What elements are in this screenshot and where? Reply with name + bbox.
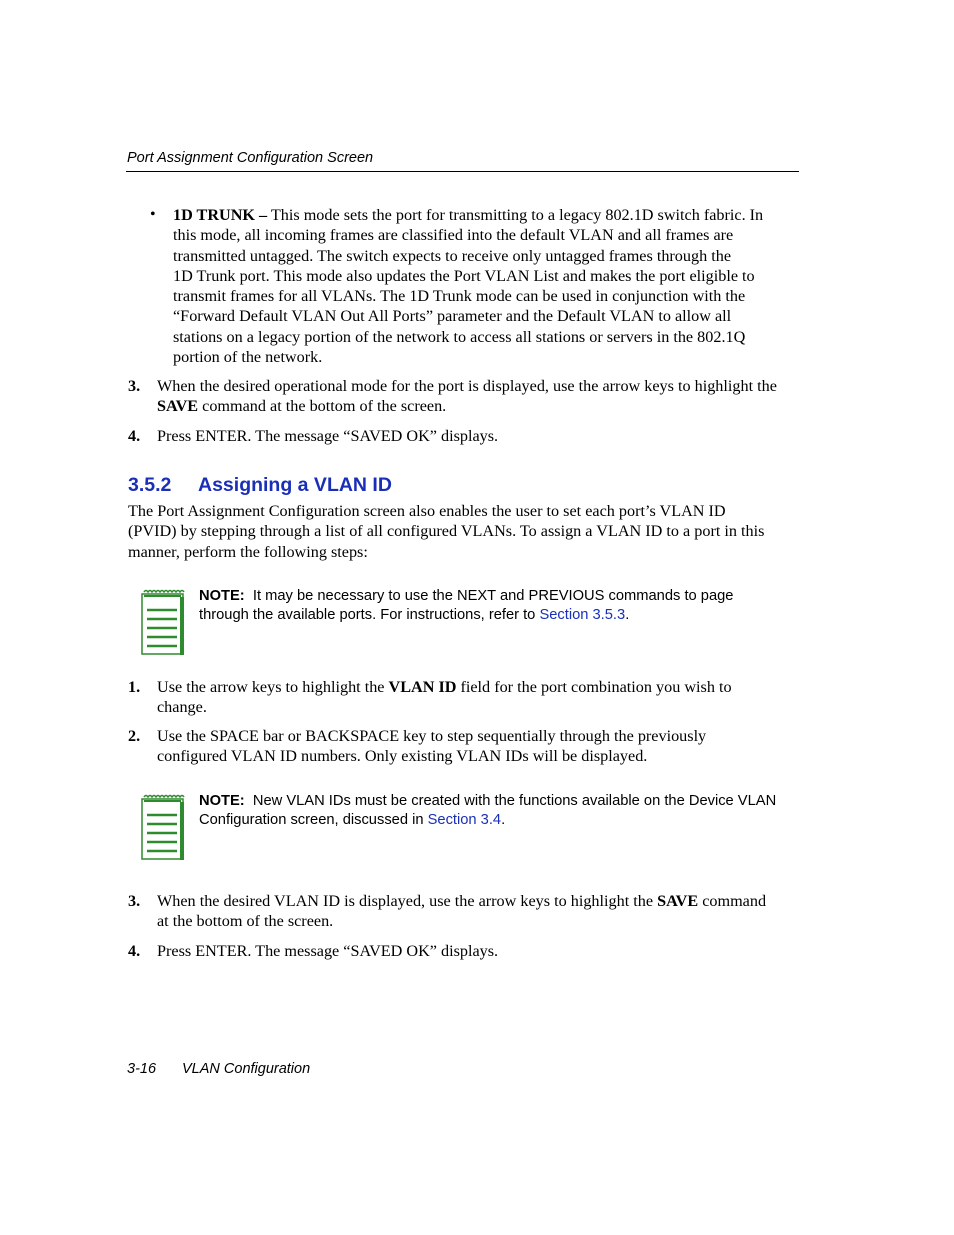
- note-line-end: .: [501, 812, 506, 828]
- section-number: 3.5.2: [128, 474, 172, 496]
- section-heading: [128, 474, 392, 497]
- step-line-rest: field for the port combination you wish to: [456, 678, 732, 696]
- bullet-line: 1D Trunk port. This mode also updates the Port VLAN List and makes the port eligible to: [173, 266, 755, 285]
- bullet-marker: •: [150, 206, 156, 223]
- step-line: Use the SPACE bar or BACKSPACE key to step sequentially through the previously: [157, 727, 707, 745]
- note-line-end: .: [625, 607, 630, 623]
- bullet-lead: 1D TRUNK –: [173, 206, 268, 224]
- step-text: [157, 677, 802, 718]
- step-line-rest: command: [698, 892, 767, 910]
- step-line: [157, 396, 802, 416]
- bullet-line: portion of the network.: [173, 348, 323, 367]
- intro-line: (PVID) by stepping through a list of all configured VLANs. To assign a VLAN ID to a port in this: [128, 522, 765, 541]
- step-number: 3.: [128, 377, 141, 395]
- step-2-step-through: [128, 726, 773, 768]
- bullet-1d-trunk: [173, 205, 801, 367]
- step-number: 1.: [128, 678, 141, 696]
- notepad-icon: [141, 588, 185, 656]
- link-section-3-5-3[interactable]: Section 3.5.3: [539, 607, 626, 623]
- intro-line: manner, perform the following steps:: [128, 542, 368, 561]
- step-number: 3.: [128, 892, 141, 910]
- note-line: New VLAN IDs must be created with the functions available on the Device VLAN: [252, 793, 777, 809]
- step-line: Use the arrow keys to highlight the: [157, 678, 389, 696]
- save-command: SAVE: [157, 397, 199, 416]
- step-1-highlight-vlan-id: [128, 677, 773, 719]
- step-text: Press ENTER. The message “SAVED OK” displays.: [157, 942, 499, 960]
- link-section-3-4[interactable]: Section 3.4: [427, 812, 502, 828]
- bullet-line: this mode, all incoming frames are classified into the default VLAN and all frames are: [173, 226, 734, 245]
- step-line-rest: command at the bottom of the screen.: [198, 397, 447, 416]
- step-number: 4.: [128, 942, 141, 960]
- note-label: NOTE:: [199, 793, 245, 809]
- step-number: 2.: [128, 727, 141, 745]
- bullet-line: stations on a legacy portion of the network to access all stations or servers in the 802.1Q: [173, 327, 746, 346]
- header-rule: [126, 171, 799, 172]
- step-line: change.: [157, 698, 207, 717]
- step-line: at the bottom of the screen.: [157, 912, 334, 931]
- step-number: 4.: [128, 427, 141, 445]
- note-line: through the available ports. For instructions, refer to: [199, 607, 540, 623]
- note-2: [199, 792, 809, 830]
- step-line: When the desired operational mode for the port is displayed, use the arrow keys to highlight the: [157, 377, 777, 395]
- step-text: [157, 726, 802, 767]
- save-command: SAVE: [657, 892, 699, 910]
- step-4-press-enter: [128, 426, 773, 448]
- step-line: When the desired VLAN ID is displayed, use the arrow keys to highlight the: [157, 892, 658, 910]
- page-number: 3-16: [127, 1061, 157, 1077]
- step-3-save-vlan-id: [128, 891, 773, 933]
- notepad-icon: [141, 793, 185, 861]
- step-3-save-mode: [128, 376, 777, 418]
- running-header: Port Assignment Configuration Screen: [127, 150, 374, 166]
- step-text: Press ENTER. The message “SAVED OK” displays.: [157, 427, 499, 445]
- note-label: NOTE:: [199, 588, 245, 604]
- step-text: [157, 376, 802, 417]
- intro-paragraph: [128, 501, 803, 562]
- vlan-id-field-ref: VLAN ID: [388, 678, 457, 696]
- section-title: Assigning a VLAN ID: [198, 474, 392, 496]
- bullet-line: transmit frames for all VLANs. The 1D Trunk mode can be used in conjunction with the: [173, 287, 746, 306]
- intro-line: The Port Assignment Configuration screen also enables the user to set each port’s VLAN ID: [128, 502, 726, 520]
- bullet-line: “Forward Default VLAN Out All Ports” parameter and the Default VLAN to allow all: [173, 307, 732, 326]
- note-1: [199, 587, 809, 625]
- bullet-line: This mode sets the port for transmitting to a legacy 802.1D switch fabric. In: [267, 206, 764, 224]
- footer-title: VLAN Configuration: [182, 1061, 311, 1077]
- step-text: [157, 891, 802, 932]
- note-line: It may be necessary to use the NEXT and PREVIOUS commands to page: [252, 588, 734, 604]
- note-line: Configuration screen, discussed in: [199, 812, 428, 828]
- step-line: configured VLAN ID numbers. Only existing VLAN IDs will be displayed.: [157, 747, 648, 766]
- bullet-line: transmitted untagged. The switch expects to receive only untagged frames through the: [173, 246, 732, 265]
- step-4-press-enter: [128, 941, 773, 963]
